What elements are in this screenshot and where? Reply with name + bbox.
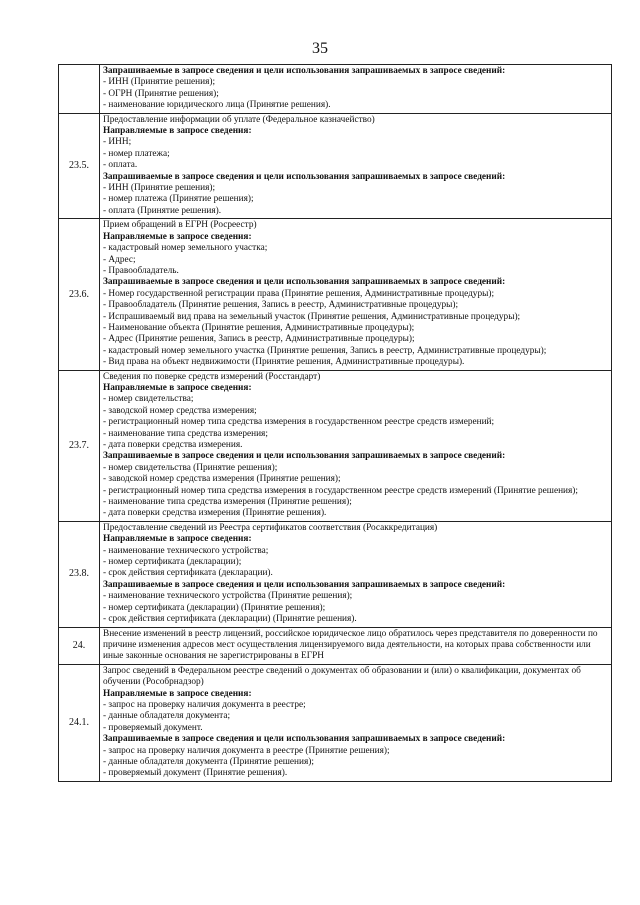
row-content [100, 219, 612, 370]
content-line: - регистрационный номер типа средства измерения в государственном реестре средств измерений (Принятие решения); [103, 486, 608, 497]
row-number: 23.7. [59, 370, 100, 521]
table-row [59, 65, 612, 114]
section-heading: Направляемые в запросе сведения: [103, 534, 252, 545]
content-line: - регистрационный номер типа средства измерения в государственном реестре средств измерений; [103, 417, 608, 428]
row-number: 23.5. [59, 113, 100, 219]
content-line: - кадастровый номер земельного участка; [103, 243, 608, 254]
content-line: - проверяемый документ. [103, 723, 608, 734]
section-heading: Направляемые в запросе сведения: [103, 126, 252, 137]
content-line: - Наименование объекта (Принятие решения, Административные процедуры); [103, 323, 608, 334]
content-line: - данные обладателя документа; [103, 711, 608, 722]
content-line: Запрос сведений в Федеральном реестре сведений о документах об образовании и (или) о квалификации, документах об обучении (Рособрнадзор) [103, 665, 581, 688]
content-line: - запрос на проверку наличия документа в реестре; [103, 700, 608, 711]
content-line: - Правообладатель (Принятие решения, Запись в реестр, Административные процедуры); [103, 300, 608, 311]
row-content [100, 627, 612, 664]
table-row [59, 664, 612, 781]
content-line: - наименование типа средства измерения (Принятие решения); [103, 497, 608, 508]
row-content [100, 370, 612, 521]
content-line: - ИНН (Принятие решения); [103, 183, 608, 194]
content-line: - Номер государственной регистрации права (Принятие решения, Административные процедуры); [103, 289, 608, 300]
row-number: 24.1. [59, 664, 100, 781]
table-row [59, 370, 612, 521]
row-number: 23.6. [59, 219, 100, 370]
content-line: - запрос на проверку наличия документа в реестре (Принятие решения); [103, 746, 608, 757]
section-heading: Запрашиваемые в запросе сведения и цели использования запрашиваемых в запросе сведений: [103, 451, 506, 462]
section-heading: Запрашиваемые в запросе сведения и цели использования запрашиваемых в запросе сведений: [103, 277, 506, 288]
content-line: - проверяемый документ (Принятие решения). [103, 768, 608, 779]
content-line: - ИНН (Принятие решения); [103, 77, 608, 88]
content-line: Прием обращений в ЕГРН (Росреестр) [103, 220, 257, 231]
content-line: - ОГРН (Принятие решения); [103, 89, 608, 100]
table-row [59, 627, 612, 664]
content-line: - срок действия сертификата (декларации). [103, 568, 608, 579]
section-heading: Запрашиваемые в запросе сведения и цели использования запрашиваемых в запросе сведений: [103, 171, 506, 182]
document-table [58, 64, 612, 782]
section-heading: Направляемые в запросе сведения: [103, 688, 252, 699]
content-line: - оплата. [103, 160, 608, 171]
content-line: - ИНН; [103, 137, 608, 148]
content-line: - наименование технического устройства (Принятие решения); [103, 591, 608, 602]
content-line: - номер платежа (Принятие решения); [103, 194, 608, 205]
section-heading: Направляемые в запросе сведения: [103, 382, 252, 393]
content-line: - срок действия сертификата (декларации) (Принятие решения). [103, 614, 608, 625]
section-heading: Запрашиваемые в запросе сведения и цели использования запрашиваемых в запросе сведений: [103, 734, 506, 745]
content-line: - Вид права на объект недвижимости (Принятие решения, Административные процедуры). [103, 357, 608, 368]
row-number: 23.8. [59, 521, 100, 627]
section-heading: Запрашиваемые в запросе сведения и цели использования запрашиваемых в запросе сведений: [103, 579, 506, 590]
table-row [59, 113, 612, 219]
content-line: Сведения по поверке средств измерений (Росстандарт) [103, 371, 321, 382]
content-line: - Испрашиваемый вид права на земельный участок (Принятие решения, Административные процедуры); [103, 312, 608, 323]
row-number [59, 65, 100, 114]
content-line: - заводской номер средства измерения; [103, 406, 608, 417]
content-line: - данные обладателя документа (Принятие решения); [103, 757, 608, 768]
section-heading: Направляемые в запросе сведения: [103, 231, 252, 242]
content-line: - номер платежа; [103, 149, 608, 160]
table-body [59, 65, 612, 782]
content-line: Внесение изменений в реестр лицензий, российское юридическое лицо обратилось через представителя по доверенности по причине изменения адресов мест осуществления лицензируемого вида деятельности, на которых права собственности или иные законные основания не зарегистрированы в ЕГРН [103, 628, 598, 662]
content-line: Предоставление сведений из Реестра сертификатов соответствия (Росаккредитация) [103, 522, 438, 533]
content-line: Предоставление информации об уплате (Федеральное казначейство) [103, 114, 375, 125]
content-line: - наименование технического устройства; [103, 546, 608, 557]
content-line: - дата поверки средства измерения (Принятие решения). [103, 508, 608, 519]
content-line: - наименование типа средства измерения; [103, 429, 608, 440]
table-row [59, 219, 612, 370]
content-line: - оплата (Принятие решения). [103, 206, 608, 217]
content-line: - номер сертификата (декларации); [103, 557, 608, 568]
content-line: - номер свидетельства (Принятие решения); [103, 463, 608, 474]
content-line: - заводской номер средства измерения (Принятие решения); [103, 474, 608, 485]
page-number: 35 [312, 40, 328, 57]
content-line: - Правообладатель. [103, 266, 608, 277]
content-line: - номер сертификата (декларации) (Принятие решения); [103, 603, 608, 614]
content-line: - наименование юридического лица (Принятие решения). [103, 100, 608, 111]
section-heading: Запрашиваемые в запросе сведения и цели использования запрашиваемых в запросе сведений: [103, 66, 506, 76]
row-content [100, 664, 612, 781]
row-content [100, 65, 612, 114]
content-line: - Адрес; [103, 255, 608, 266]
row-content [100, 113, 612, 219]
row-content [100, 521, 612, 627]
content-line: - дата поверки средства измерения. [103, 440, 608, 451]
table-row [59, 521, 612, 627]
row-number: 24. [59, 627, 100, 664]
content-line: - кадастровый номер земельного участка (Принятие решения, Запись в реестр, Административные процедуры); [103, 346, 608, 357]
content-line: - Адрес (Принятие решения, Запись в реестр, Административные процедуры); [103, 334, 608, 345]
content-line: - номер свидетельства; [103, 394, 608, 405]
